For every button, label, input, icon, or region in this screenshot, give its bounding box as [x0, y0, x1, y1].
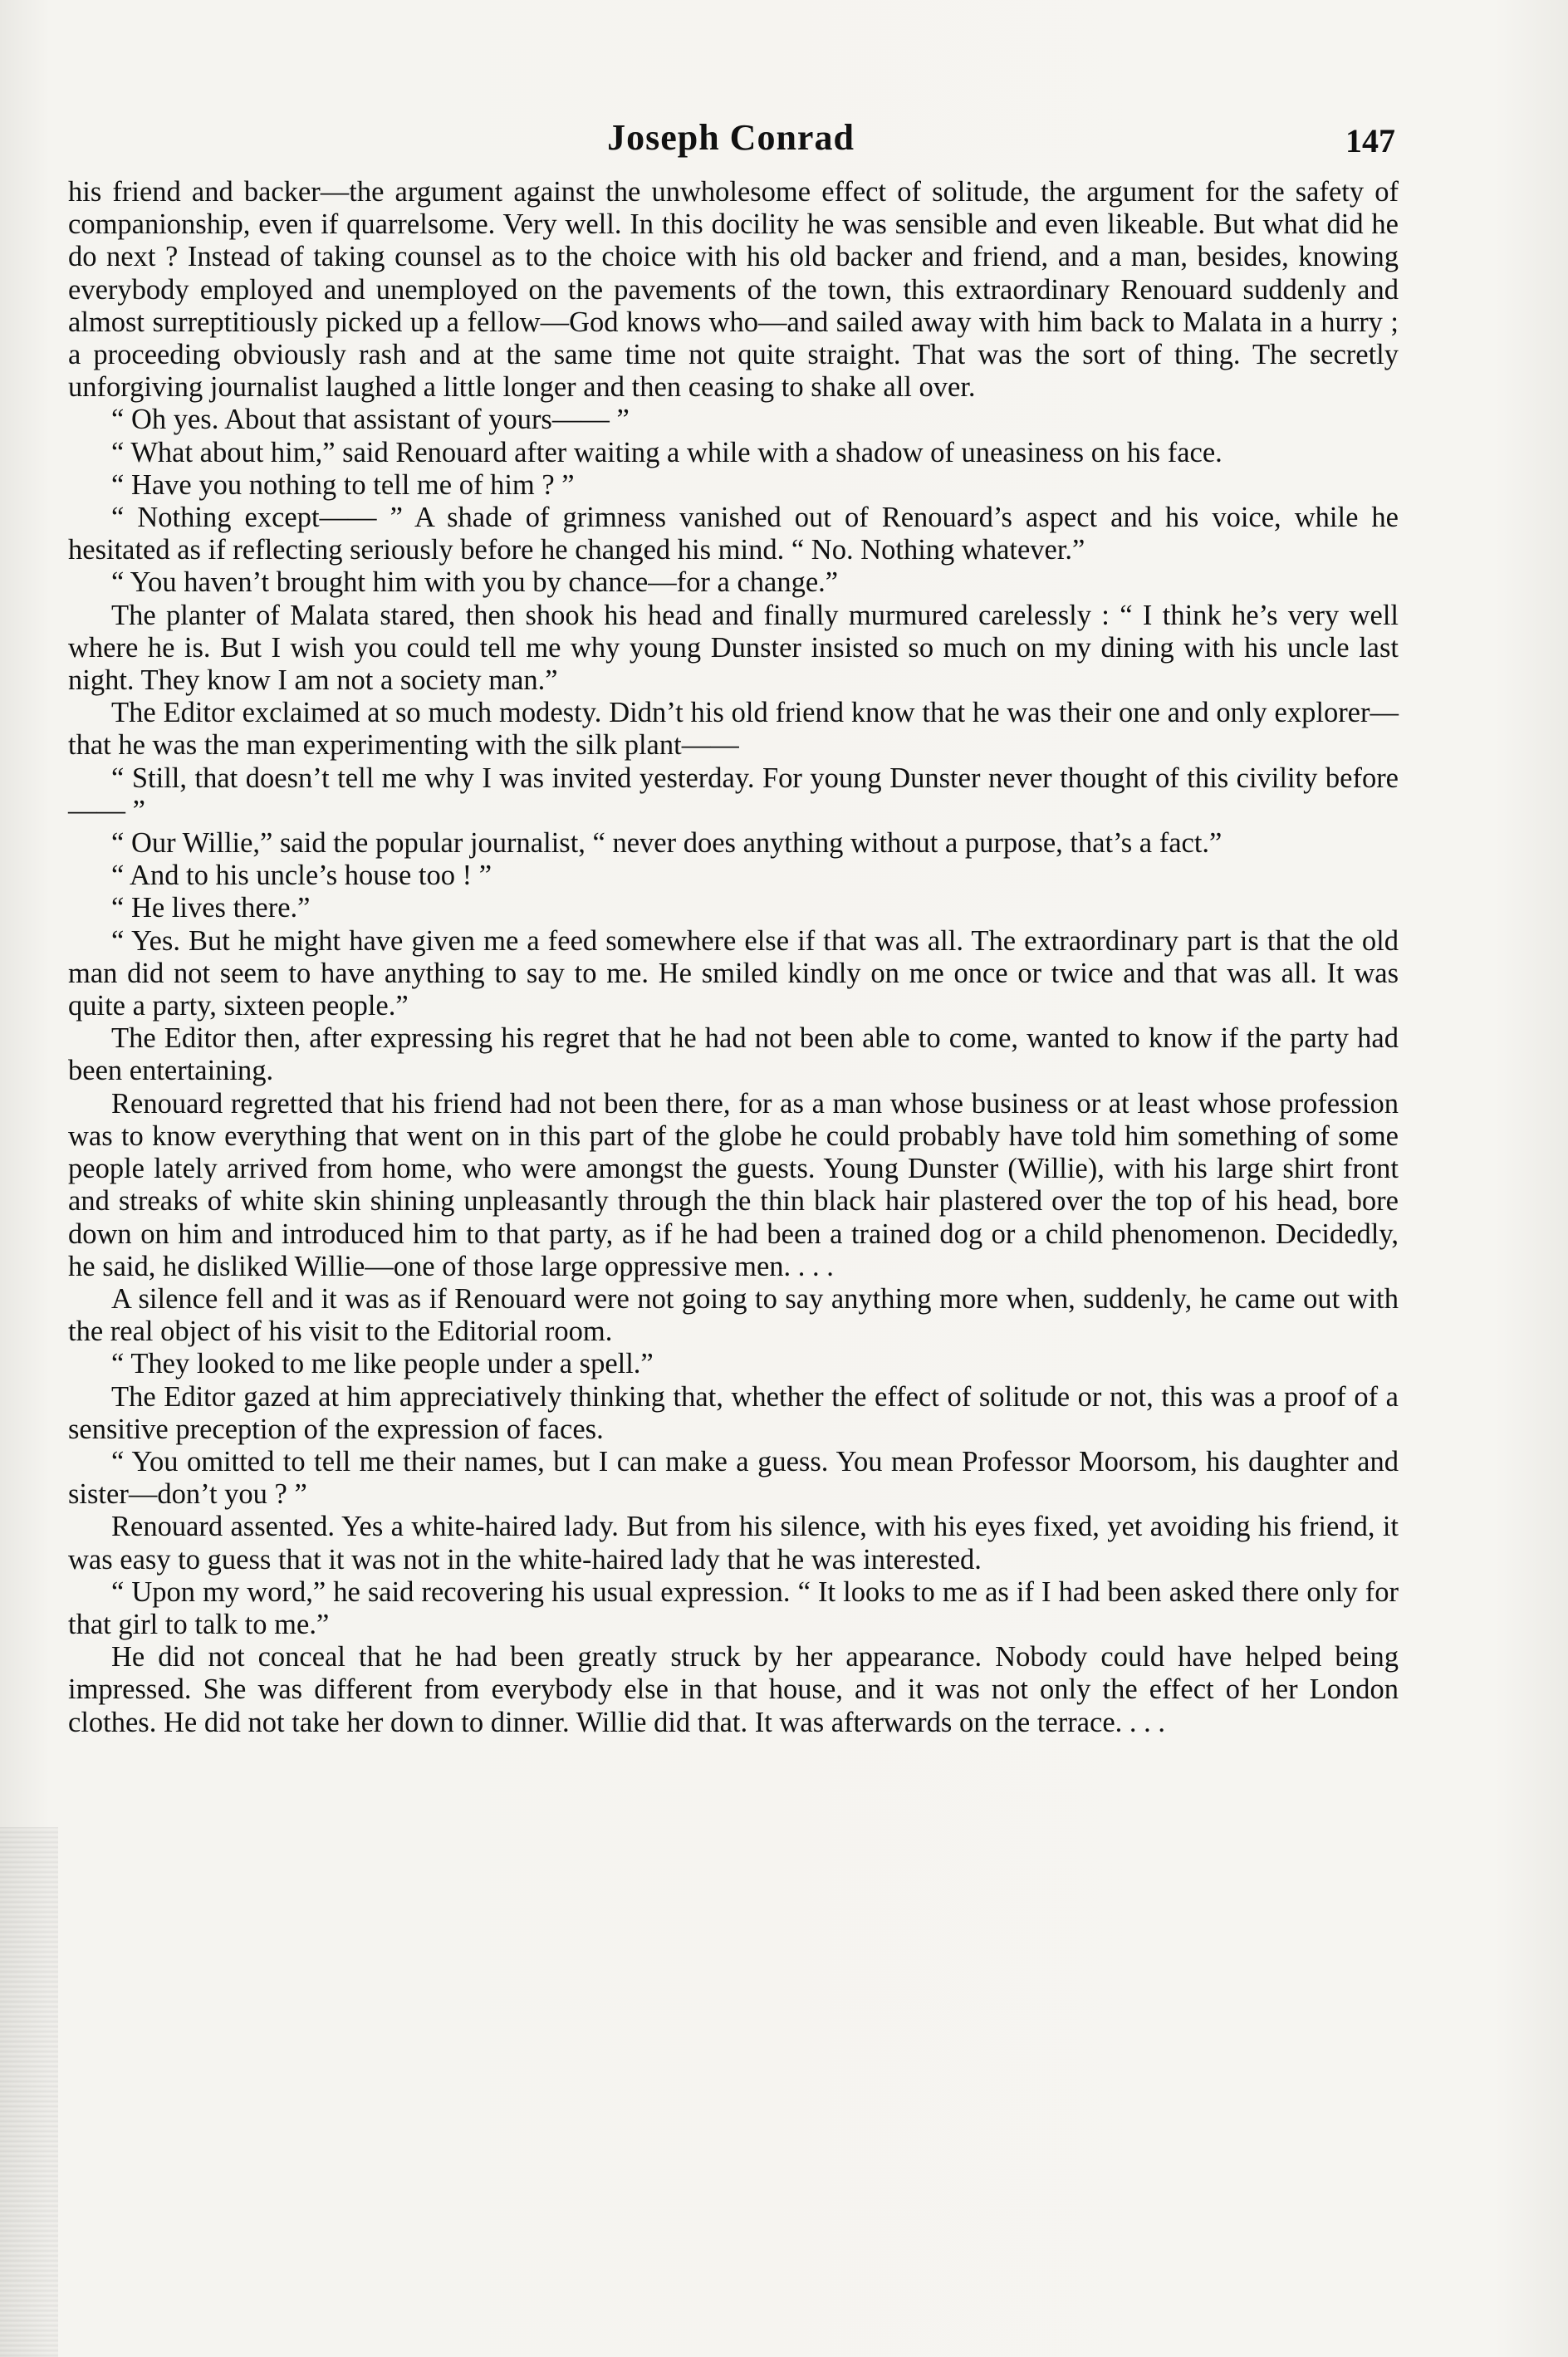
paragraph: “ Oh yes. About that assistant of yours—— ” [111, 404, 630, 436]
paragraph: “ He lives there.” [111, 892, 311, 924]
page-number: 147 [1345, 122, 1395, 159]
paragraph: “ They looked to me like people under a spell.” [111, 1348, 654, 1380]
paragraph: “ And to his uncle’s house too ! ” [111, 860, 492, 892]
paragraph: “ Have you nothing to tell me of him ? ” [111, 468, 575, 501]
paragraph: Renouard regretted that his friend had not been there, for as a man whose business or at least whose profession was to know everything that went on in this part of the globe he could probably have told him something of some people lately arrived from home, who were amongst the guests. Young Dunster (Willie), with his large shirt front and streaks of white skin shining unpleasantly through the thin black hair plastered over the top of his head, bore down on him and introduced him to that party, as if he had been a trained dog or a child phenomenon. Decidedly, he said, he disliked Willie—one of those large oppressive men. . . . [68, 1087, 1399, 1282]
paragraph: The Editor then, after expressing his regret that he had not been able to come, wanted to know if the party had been entertaining. [68, 1022, 1399, 1087]
paragraph: Renouard assented. Yes a white-haired lady. But from his silence, with his eyes fixed, yet avoiding his friend, it was easy to guess that it was not in the white-haired lady that he was interested. [68, 1511, 1399, 1575]
scan-edge-noise [0, 1827, 58, 2357]
paragraph: “ Nothing except—— ” A shade of grimness vanished out of Renouard’s aspect and his voice, while he hesitated as if reflecting seriously before he changed his mind. “ No. Nothing whatever.” [68, 502, 1399, 566]
running-title: Joseph Conrad [607, 117, 855, 158]
paragraph: “ What about him,” said Renouard after waiting a while with a shadow of uneasiness on his face. [111, 436, 1223, 468]
paragraph: his friend and backer—the argument against the unwholesome effect of solitude, the argument for the safety of companionship, even if quarrelsome. Very well. In this docility he was sensible and even likeable. But what did he do next ? Instead of taking counsel as to the choice with his old backer and friend, and a man, besides, knowing everybody employed and unemployed on the pavements of the town, this extraordinary Renouard suddenly and almost surreptitiously picked up a fellow—God knows who—and sailed away with him back to Malata in a hurry ; a proceeding obviously rash and at the same time not quite straight. That was the sort of thing. The secretly unforgiving journalist laughed a little longer and then ceasing to shake all over. [68, 176, 1399, 404]
page-header [66, 116, 1395, 166]
paragraph: The Editor exclaimed at so much modesty. Didn’t his old friend know that he was their one and only explorer—that he was the man experimenting with the silk plant—— [68, 697, 1399, 762]
paragraph: A silence fell and it was as if Renouard were not going to say anything more when, suddenly, he came out with the real object of his visit to the Editorial room. [68, 1282, 1399, 1348]
paragraph: He did not conceal that he had been greatly struck by her appearance. Nobody could have helped being impressed. She was different from everybody else in that house, and it was not only the effect of her London clothes. He did not take her down to dinner. Willie did that. It was afterwards on the terrace. . . . [68, 1641, 1399, 1738]
paragraph: “ You omitted to tell me their names, but I can make a guess. You mean Professor Moorsom, his daughter and sister—don’t you ? ” [68, 1445, 1399, 1511]
paragraph: “ Upon my word,” he said recovering his usual expression. “ It looks to me as if I had been asked there only for that girl to talk to me.” [68, 1575, 1399, 1640]
paragraph: “ Our Willie,” said the popular journalist, “ never does anything without a purpose, that’s a fact.” [111, 827, 1223, 860]
paragraph: “ Yes. But he might have given me a feed somewhere else if that was all. The extraordinary part is that the old man did not seem to have anything to say to me. He smiled kindly on me once or twice and that was all. It was quite a party, sixteen people.” [68, 924, 1399, 1022]
paragraph: The planter of Malata stared, then shook his head and finally murmured carelessly : “ I think he’s very well where he is. But I wish you could tell me why young Dunster insisted so much on my dining with his uncle last night. They know I am not a society man.” [68, 599, 1399, 697]
paragraph: The Editor gazed at him appreciatively thinking that, whether the effect of solitude or not, this was a proof of a sensitive preception of the expression of faces. [68, 1380, 1399, 1445]
body-text [68, 176, 1399, 1739]
paragraph: “ Still, that doesn’t tell me why I was invited yesterday. For young Dunster never thought of this civility before—— ” [68, 762, 1399, 826]
paragraph: “ You haven’t brought him with you by chance—for a change.” [111, 566, 839, 599]
